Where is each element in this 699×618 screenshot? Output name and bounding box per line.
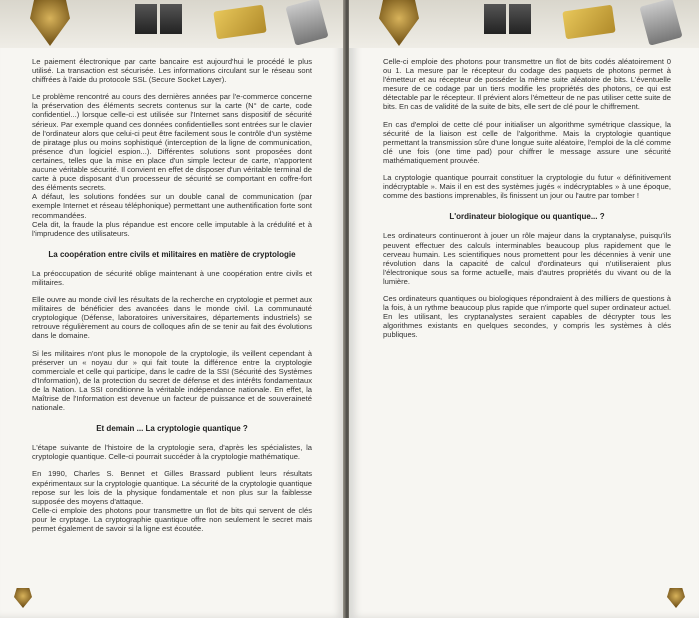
paragraph: Les ordinateurs continueront à jouer un rôle majeur dans la cryptanalyse, puisqu'ils peuvent effectuer des calculs interminables beaucoup plus rapidement que le cerveau humain. Les scientifiques nous promettent pour les décennies à venir une révolution dans la capacité de calcul d'ordinateurs qui n'utiliseraient plus l'électronique sous sa forme actuelle, mais d'autres propriétés du vivant ou de la lumière. [383, 231, 671, 286]
paragraph: Le paiement électronique par carte bancaire est aujourd'hui le procédé le plus utilisé. La transaction est sécurisée. Les informations circulant sur le réseau sont chiffrées à l'aide du protocole SSL (Secure Socket Layer). [32, 57, 312, 85]
historical-photo-icon [509, 4, 531, 34]
right-page [349, 0, 699, 618]
paragraph: La cryptologie quantique pourrait constituer la cryptologie du futur « définitivement indécryptable ». Mais il en est des systèmes jugés « indécryptables » à une époque, comme des bastions imprenables, ils finissent un jour ou l'autre par tomber ! [383, 173, 671, 201]
historical-photo-icon [160, 4, 182, 34]
credit-card-icon [213, 5, 266, 40]
historical-photo-icon [484, 4, 506, 34]
historical-photo-icon [135, 4, 157, 34]
section-heading: L'ordinateur biologique ou quantique... ? [449, 212, 605, 222]
paragraph: Le problème rencontré au cours des dernières années par l'e-commerce concerne la préservation des éléments secrets contenus sur la carte (N° de carte, code confidentiel...) lorsque celle-ci est utilisée sur l'Internet sans dispositif de sécurité sérieux. Par exemple quand ces données confidentielles sont entrées sur le clavier de l'ordinateur alors que celui-ci peut être facilement sous le contrôle d'un système de piratage plus ou moins sophistiqué (interception de la ligne de communication, présence d'un logiciel espion...). Différentes solutions sont proposées dont certaines, telles que la mise en place d'un simple lecteur de carte, n'apportent aucune véritable sécurité. Il convient en effet de disposer d'un véritable terminal de carte à puce disposant d'un processeur de sécurité se comportant en coffre-fort des éléments secrets. [32, 92, 312, 193]
paragraph: En cas d'emploi de cette clé pour initialiser un algorithme symétrique classique, la sécurité de la liaison est celle de l'algorithme. Mais la cryptologie quantique permettant la transmission sûre d'une longue suite aléatoire, l'emploi de la clé comme clé une fois (one time pad) pour chiffrer le message assure une sécurité mathématiquement prouvée. [383, 119, 671, 165]
mobile-phone-icon [285, 0, 328, 46]
paragraph: En 1990, Charles S. Bennet et Gilles Brassard publient leurs résultats expérimentaux sur la cryptologie quantique. La sécurité de la cryptologie quantique repose sur les lois de la physique fondamentale et non plus sur la faiblesse supposée des moyens d'attaque. [32, 469, 312, 506]
section-heading: La coopération entre civils et militaires en matière de cryptologie [48, 249, 296, 259]
footer-emblem-icon [14, 588, 32, 608]
paragraph: L'étape suivante de l'histoire de la cryptologie sera, d'après les spécialistes, la cryptologie quantique. Celle-ci pourrait succéder à la cryptologie mathématique. [32, 443, 312, 462]
header-banner-right [349, 0, 699, 48]
section-heading: Et demain ... La cryptologie quantique ? [96, 424, 248, 434]
paragraph: Cela dit, la fraude la plus répandue est encore celle imputable à la crédulité et à l'imprudence des utilisateurs. [32, 219, 312, 238]
paragraph: A défaut, les solutions fondées sur un double canal de communication (par exemple Internet et réseau téléphonique) permettant une authentification forte sont recommandées. [32, 192, 312, 220]
right-page-body [383, 57, 671, 347]
paragraph: Ces ordinateurs quantiques ou biologiques répondraient à des milliers de questions à la fois, à un rythme beaucoup plus rapide que n'importe quel super ordinateur actuel. En les utilisant, les cryptanalystes seraient capables de décrypter tous les algorithmes existants en quelques secondes, y compris les systèmes à clés publiques. [383, 293, 671, 340]
mobile-phone-icon [639, 0, 682, 46]
header-banner-left [0, 0, 345, 48]
paragraph: Si les militaires n'ont plus le monopole de la cryptologie, ils veillent cependant à préserver un « noyau dur » qui fait toute la différence entre la cryptologie commerciale et celle qui participe, dans le cadre de la SSI (Sécurité des Systèmes d'Information), de la protection du secret de défense et des intérêts fondamentaux de la Nation. La SSI conditionne la véritable indépendance nationale. En effet, la Maîtrise de l'Information est devenue un facteur de puissance et de souveraineté nationale. [32, 348, 312, 413]
left-page-body [32, 57, 312, 541]
left-page [0, 0, 345, 618]
paragraph: Celle-ci emploie des photons pour transmettre un flot de bits qui servent de clés pour le cryptage. La cryptographie quantique offre non seulement le secret mais permet également de savoir si la ligne est écoutée. [32, 505, 312, 534]
heraldic-emblem-icon [379, 0, 419, 46]
footer-emblem-icon [667, 588, 685, 608]
heraldic-emblem-icon [30, 0, 70, 46]
paragraph: Elle ouvre au monde civil les résultats de la recherche en cryptologie et permet aux militaires de bénéficier des avancées dans le monde civil. La communauté cryptologique (Défense, laboratoires universitaires, départements industriels) se retrouve régulièrement au cours de colloques afin de se tenir au fait des évolutions dans le domaine. [32, 295, 312, 341]
paragraph: Celle-ci emploie des photons pour transmettre un flot de bits codés aléatoirement 0 ou 1. La mesure par le récepteur du codage des paquets de photons permet à l'émetteur et au récepteur de posséder la même suite aléatoire de bits. L'éventuelle mesure de ce codage par un tiers modifie les propriétés des photons, ce qui est détectable par le récepteur. Il prévient alors l'émetteur de ne pas utiliser cette suite de bits. En cas de validité de la suite de bits, elle sert de clé pour le chiffrement. [383, 57, 671, 112]
credit-card-icon [562, 5, 615, 40]
paragraph: La préoccupation de sécurité oblige maintenant à une coopération entre civils et militaires. [32, 268, 312, 287]
